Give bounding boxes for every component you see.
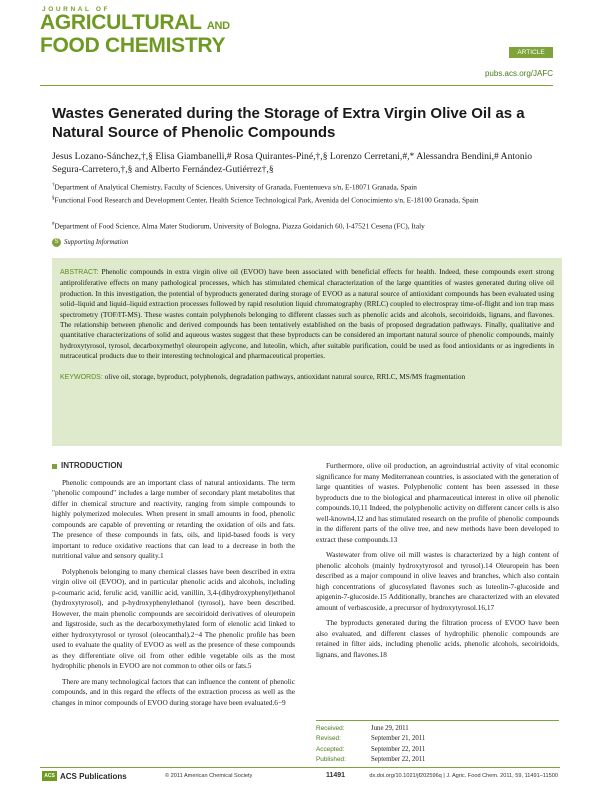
section-square-icon (52, 464, 57, 469)
supporting-info-icon: S (52, 238, 61, 247)
abstract-paragraph (60, 267, 554, 362)
date-row-received: Received: June 29, 2011 (316, 725, 409, 732)
supporting-information-link[interactable] (52, 238, 128, 247)
journal-logo-line1: AGRICULTURAL AND (40, 11, 230, 34)
left-column (52, 461, 295, 713)
header-divider (40, 85, 553, 86)
abstract-box (52, 258, 562, 446)
intro-paragraph-3: There are many technological factors that can influence the content of phenolic compounds, and in this regard the effects of the extraction process as well as the changes in minor compounds of EVOO during storage have been evaluated.6−9 (52, 676, 295, 707)
intro-paragraph-1: Phenolic compounds are an important class of natural antioxidants. The term "phenolic compound" includes a large number of secondary plant metabolites that differ in chemical structure and reactivity, ranging from simple compounds to highly polymerized molecules. When present in small amounts in food, phenolic compounds are capable of preventing or retarding the oxidation of oils and fats. The presence of these compounds in fats, oils, and lipid-based foods is very important to reduce oxidative reactions that can lead to a decrease in both the nutritional value and sensory quality.1 (52, 477, 295, 560)
footer-divider (40, 767, 560, 768)
right-paragraph-1: Furthermore, olive oil production, an agroindustrial activity of vital economic significance for many Mediterranean countries, is associated with the generation of large quantities of wastes. Polyphenolic content has been assessed in these byproducts due to the biological and pharmaceutical interest in olive oil phenolic compounds.10,11 Indeed, the polyphenolic activity on different cancer cells is also well-known4,12 and has stimulated research on the profile of phenolic compounds in the different parts of the olive tree, and new methods have been developed to extract these compounds.13 (316, 461, 559, 544)
introduction-heading: INTRODUCTION (52, 461, 295, 472)
right-paragraph-3: The byproducts generated during the filtration process of EVOO have been also evaluated, and different classes of hydrophilic phenolic compounds are retained in filter aids, including phenolic acids, phenolic alcohols, secoiridoids, lignans, and flavones.18 (316, 618, 559, 659)
keywords-text: olive oil, storage, byproduct, polyphenols, degradation pathways, antioxidant natural source, RRLC, MS/MS fragmentation (104, 371, 466, 381)
abstract-label: ABSTRACT: (60, 269, 99, 276)
doi-citation-link[interactable]: dx.doi.org/10.1021/jf202596q | J. Agric. Food Chem. 2011, 59, 11491–11500 (369, 773, 558, 779)
article-type-badge: ARTICLE (509, 47, 553, 58)
copyright-notice: © 2011 American Chemical Society (165, 773, 253, 779)
date-row-revised: Revised: September 21, 2011 (316, 735, 426, 743)
journal-logo-line2: FOOD CHEMISTRY (40, 34, 226, 57)
keywords-paragraph (60, 372, 554, 383)
date-row-accepted: Accepted: September 22, 2011 (316, 745, 426, 753)
journal-url-link[interactable]: pubs.acs.org/JAFC (484, 69, 553, 78)
acs-publications-logo: ACS ACS Publications (42, 771, 127, 781)
abstract-text: Phenolic compounds in extra virgin olive oil (EVOO) have been associated with beneficial effects for health. Indeed, these compounds exert strong antiproliferative effects on many pathological processes, which has stimulated chemical characterization of the large quantities of wastes generated during olive oil production. In this investigation, the potential of byproducts generated during storage of EVOO as a natural source of antioxidant compounds has been evaluated using solid–liquid and liquid–liquid extraction processes followed by rapid resolution liquid chromatography (RRLC) coupled to electrospray time-of-flight and ion trap mass spectrometry (TOF/IT-MS). These wastes contain polyphenols belonging to different classes such as phenolic acids and alcohols, secoiridoids, lignans, and flavones. The relationship between phenolic and derived compounds has been tentatively established on the basis of proposed degradation pathways. Finally, qualitative and quantitative characterizations of solid and aqueous wastes suggest that these byproducts can be considered an important natural source of phenolic compounds, mainly hydroxytyrosol, tyrosol, decarboxymethyl oleuropein aglycone, and luteolin, which, after suitable purification, could be used as food antioxidants or as ingredients in nutraceutical products due to their interesting technological and pharmaceutical properties. (60, 267, 555, 361)
page-number: 11491 (326, 772, 346, 779)
affiliation-1: †Department of Analytical Chemistry, Faculty of Sciences, University of Granada, Fuentenueva s/n, E-18071 Granada, Spain (52, 182, 417, 192)
journal-logo-small: JOURNAL OF (42, 6, 111, 13)
keywords-label: KEYWORDS: (60, 373, 103, 381)
article-dates (316, 720, 559, 765)
page-footer (40, 771, 560, 783)
journal-logo-and: AND (206, 20, 230, 32)
affiliation-3: #Department of Food Science, Alma Mater Studiorum, University of Bologna, Piazza Goidanich 60, I-47521 Cesena (FC), Italy (52, 221, 425, 231)
supporting-info-label: Supporting Information (64, 239, 129, 246)
affiliation-2: §Functional Food Research and Development Center, Health Science Technological Park, Avenida del Conocimiento s/n, E-18100 Granada, Spain (52, 195, 479, 205)
right-column (316, 461, 559, 665)
journal-logo (40, 6, 290, 55)
article-title: Wastes Generated during the Storage of Extra Virgin Olive Oil as a Natural Source of Phenolic Compounds (52, 105, 525, 141)
acs-logo-icon: ACS (42, 771, 57, 781)
dates-divider (316, 720, 559, 721)
author-list: Jesus Lozano-Sánchez,†,§ Elisa Giambanelli,# Rosa Quirantes-Piné,†,§ Lorenzo Cerretani,#,* Alessandra Bendini,# Antonio Segura-Carretero,†,§ and Alberto Fernández-Gutiérrez†,§ (52, 151, 533, 175)
intro-paragraph-2: Polyphenols belonging to many chemical classes have been described in extra virgin olive oil (EVOO), and in particular phenolic acids and alcohols, including p-coumaric acid, ferulic acid, vanillic acid, vanillin, 3,4-(dihydroxyphenyl)ethanol (hydroxytyrosol), and p-hydroxyphenylethanol (tyrosol), have been described. However, the main phenolic compounds are secoiridoid derivatives of oleuropein and ligstroside, such as the decarboxymethylated form of elenolic acid linked to either hydroxytyrosol or tyrosol (oleocanthal).2−4 The phenolic profile has been used to evaluate the quality of EVOO as well as the presence of these compounds as they differentiate olive oil from other edible vegetable oils as the most hydrophilic phenols in EVOO are not common to other oils or fats.5 (52, 566, 295, 670)
date-row-published: Published: September 22, 2011 (316, 755, 426, 763)
right-paragraph-2: Wastewater from olive oil mill wastes is characterized by a high content of phenolic alcohols (mainly hydroxytyrosol and tyrosol).14 Oleuropein has been described as a major compound in olive leaves and branches, which also contain high concentrations of glucosylated flavones such as luteolin-7-glucoside and apigenin-7-glucoside.15 Additionally, branches are characterized with an elevated amount of verbascoside, a precursor of hydroxytyrosol.16,17 (316, 550, 559, 612)
